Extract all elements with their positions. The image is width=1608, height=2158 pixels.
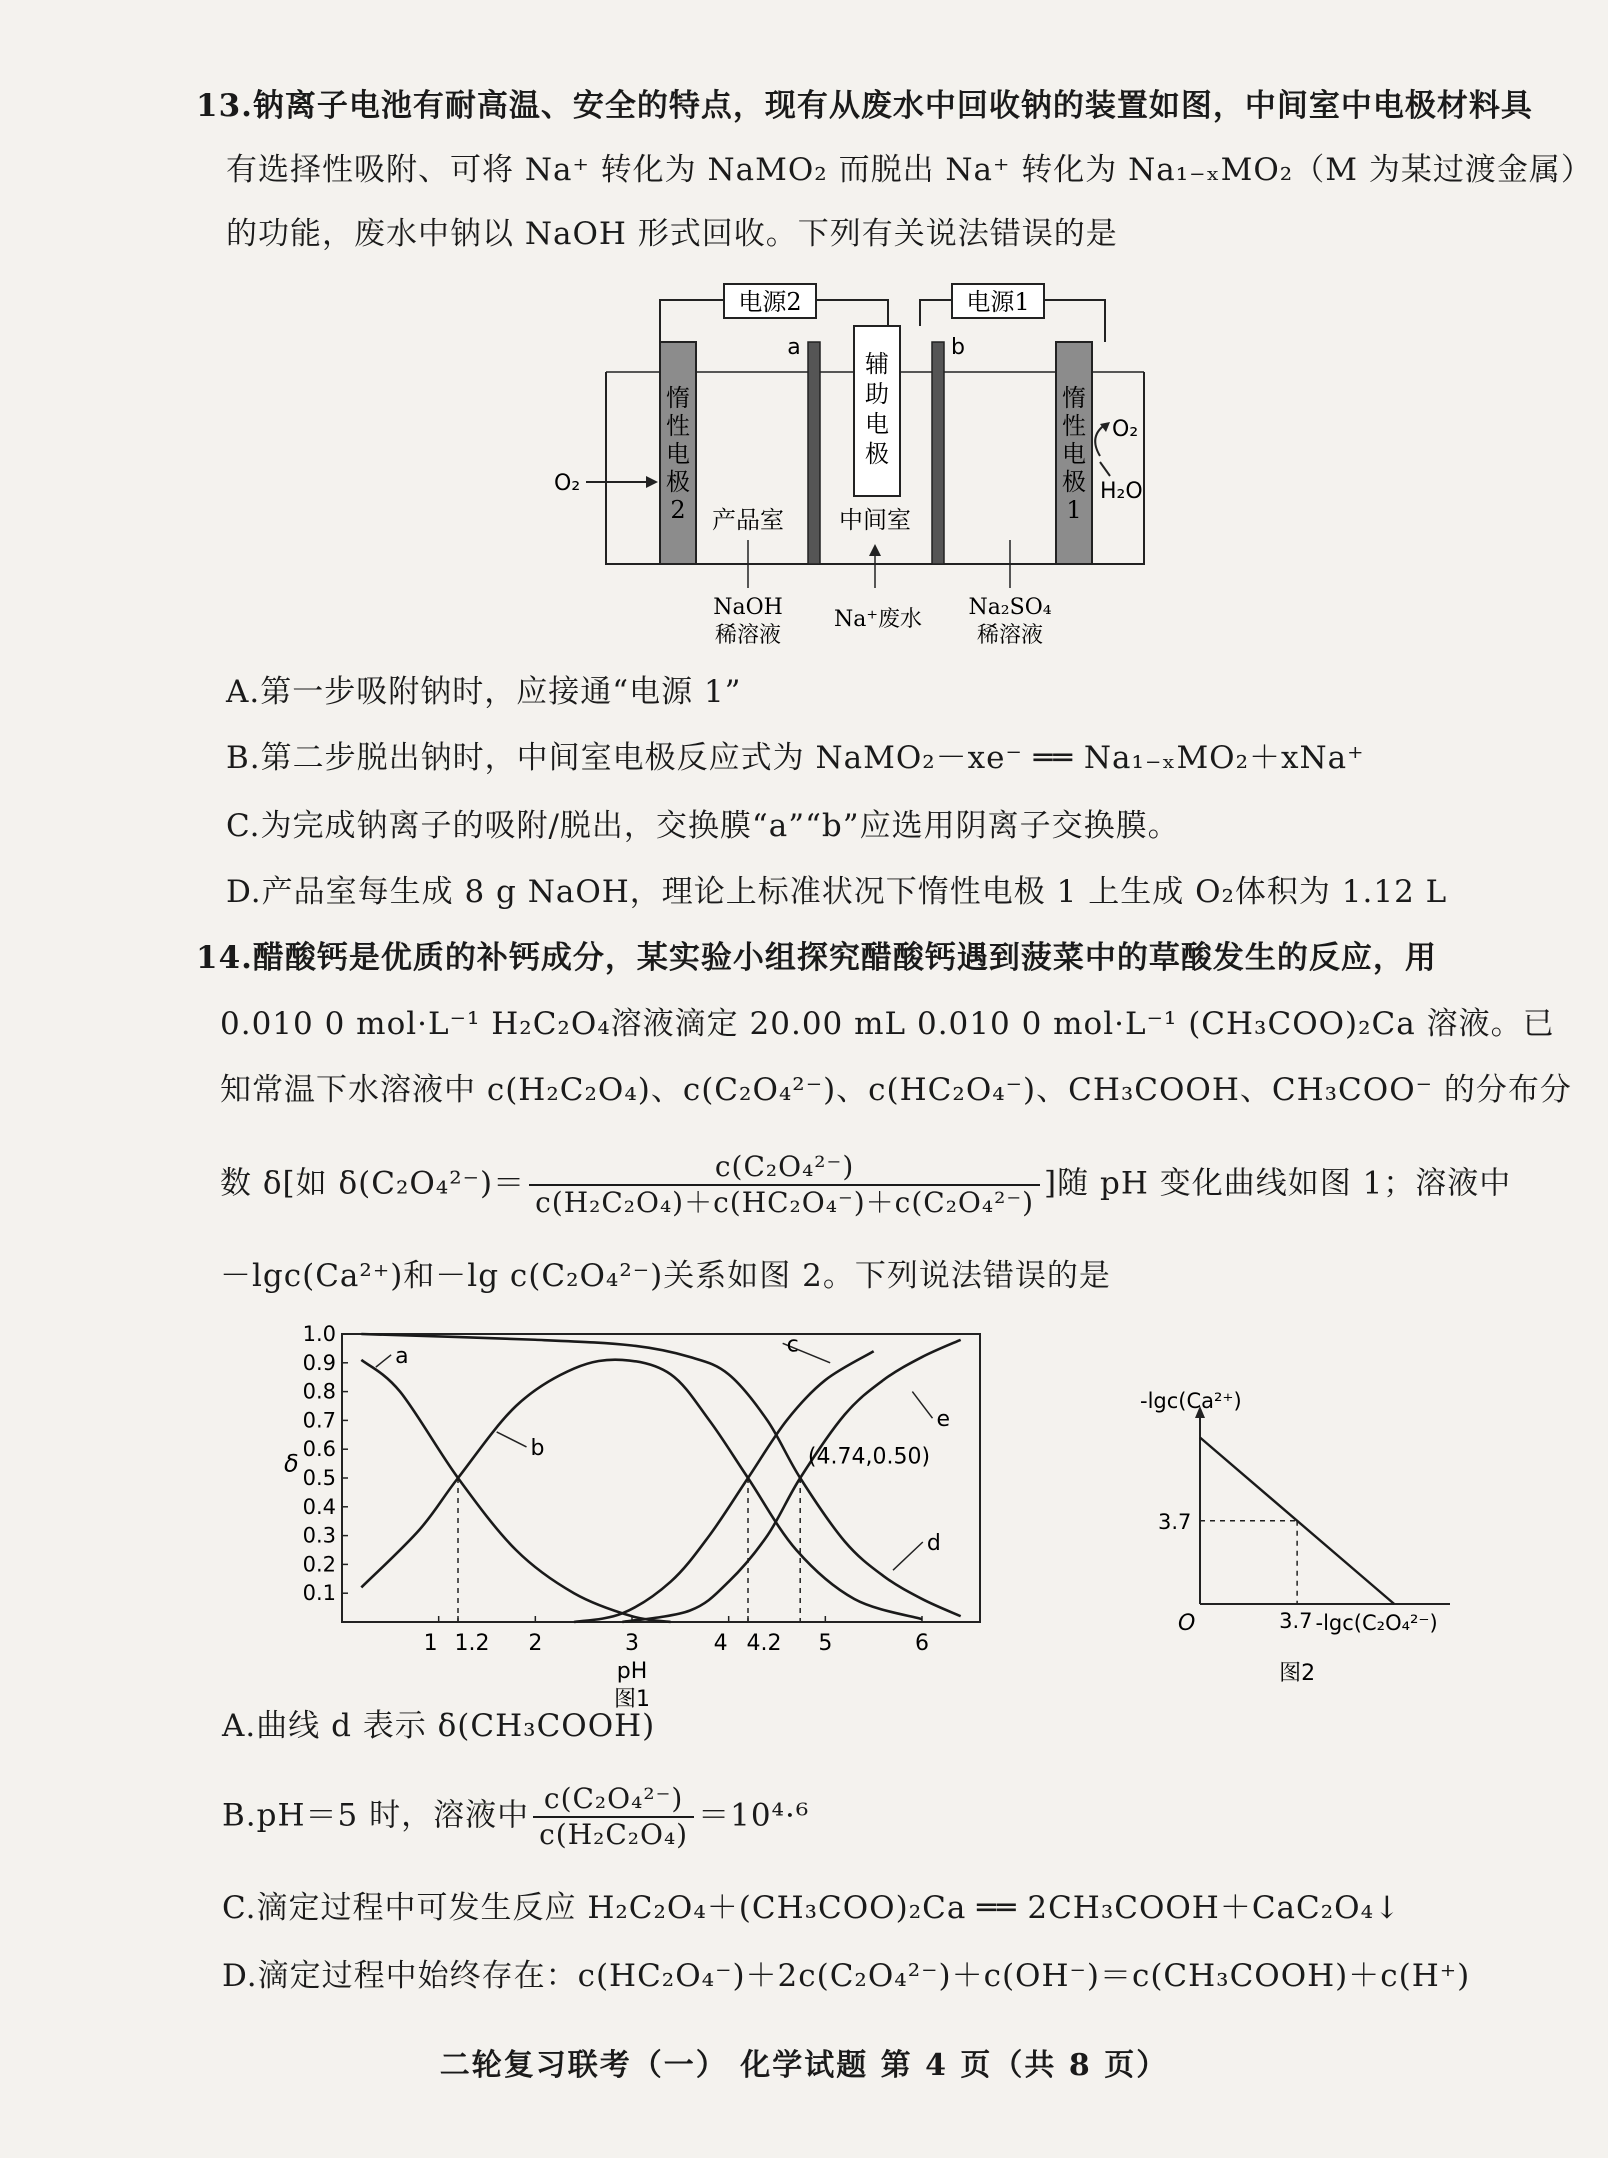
q14-line5: －lgc(Ca²⁺)和－lg c(C₂O₄²⁻)关系如图 2。下列说法错误的是 [220,1258,1111,1294]
fig1-ylabel: δ [284,1449,299,1478]
curve-label-d: d [926,1531,941,1556]
fig1-frame [342,1334,980,1622]
svg-text:性: 性 [1062,412,1086,440]
svg-text:电: 电 [865,410,889,438]
fig1-xtick-label: 3 [625,1631,639,1656]
page-footer: 二轮复习联考（一） 化学试题 第 4 页（共 8 页） [439,2048,1169,2083]
svg-text:电: 电 [1062,440,1086,468]
delta-fraction [529,1150,1040,1220]
q14-line1: 14.醋酸钙是优质的补钙成分，某实验小组探究醋酸钙遇到菠菜中的草酸发生的反应，用 [196,940,1437,976]
svg-text:惰: 惰 [666,384,690,412]
fig1-ytick-label: 1.0 [302,1322,336,1346]
fig1-ytick-label: 0.1 [302,1581,336,1606]
svg-text:性: 性 [666,412,690,440]
q14-option-b-post: ＝10⁴·⁶ [698,1797,810,1834]
q14-option-c: C.滴定过程中可发生反应 H₂C₂O₄＋(CH₃COO)₂Ca ══ 2CH₃COOH＋CaC₂O₄↓ [222,1890,1402,1926]
q14-option-d: D.滴定过程中始终存在：c(HC₂O₄⁻)＋2c(C₂O₄²⁻)＋c(OH⁻)＝c(CH₃COOH)＋c(H⁺) [222,1958,1471,1994]
curve-a [361,1360,670,1622]
q13-line1: 13.钠离子电池有耐高温、安全的特点，现有从废水中回收钠的装置如图，中间室中电极材料具 [196,88,1533,124]
curve-label-c: c [786,1332,799,1358]
fig1-xtick-label: 2 [528,1631,543,1656]
fig1-xtick-label: 1 [423,1631,438,1656]
curve-label-leader [893,1542,923,1570]
fig1-ytick-label: 0.3 [302,1523,336,1548]
o2-inlet-label: O₂ [554,471,581,496]
q13-option-a: A.第一步吸附钠时，应接通“电源 1” [226,674,742,710]
delta-fraction-numerator: c(C₂O₄²⁻) [529,1150,1040,1186]
ratio-fraction-denominator: c(H₂C₂O₄) [539,1818,689,1851]
svg-text:极: 极 [865,440,889,468]
curve-label-leader [497,1432,527,1447]
fig1-xtick-label: 4 [713,1631,728,1656]
curve-label-e: e [936,1407,951,1433]
svg-text:极: 极 [666,468,690,496]
svg-text:惰: 惰 [1062,384,1086,412]
na2so4-dilute-label: 稀溶液 [976,623,1044,648]
fig1-title: 图1 [614,1687,650,1712]
delta-fraction-denominator: c(H₂C₂O₄)＋c(HC₂O₄⁻)＋c(C₂O₄²⁻) [535,1186,1035,1219]
fig2-x-marker: 3.7 [1279,1609,1313,1633]
fig1-xtick-label: 6 [915,1631,929,1656]
q14-line2: 0.010 0 mol·L⁻¹ H₂C₂O₄溶液滴定 20.00 mL 0.010 0 mol·L⁻¹ (CH₃COO)₂Ca 溶液。已 [220,1006,1555,1042]
svg-text:辅: 辅 [865,350,889,378]
q14-line4-post: ]随 pH 变化曲线如图 1；溶液中 [1044,1165,1512,1202]
fig1-xlabel: pH [616,1659,648,1684]
h2o-label: H₂O [1100,479,1143,504]
power-source-2-label: 电源2 [738,288,802,316]
q14-line4 [220,1150,1511,1220]
membrane-b-label: b [951,335,965,360]
fig2-title: 图2 [1279,1661,1316,1686]
fig1-xtick-label: 1.2 [454,1631,490,1656]
curve-d [361,1334,960,1616]
na2so4-label: Na₂SO₄ [968,595,1052,620]
o2-outlet-label: O₂ [1112,417,1139,442]
svg-text:电: 电 [666,440,690,468]
product-room-label: 产品室 [712,506,784,534]
fig1-ytick-label: 0.8 [302,1379,336,1404]
fig1-ytick-label: 0.4 [302,1494,336,1519]
fig2-xlabel: -lgc(C₂O₄²⁻) [1315,1611,1438,1635]
ratio-fraction [533,1782,694,1852]
fig1-ytick-label: 0.6 [302,1437,336,1462]
fig1-xtick-label: 5 [818,1631,833,1656]
fig1-ytick-label: 0.5 [302,1466,336,1490]
power-source-1-label: 电源1 [966,288,1030,316]
fig1-annotation: (4.74,0.50) [807,1444,931,1470]
svg-text:1: 1 [1066,496,1082,524]
naoh-label: NaOH [713,595,783,620]
curve-label-leader [376,1355,391,1367]
q13-line2: 有选择性吸附、可将 Na⁺ 转化为 NaMO₂ 而脱出 Na⁺ 转化为 Na₁₋ₓMO₂（M 为某过渡金属） [226,152,1593,188]
svg-text:2: 2 [670,496,686,524]
fig2-ylabel: -lgc(Ca²⁺) [1140,1389,1242,1413]
q14-option-b-pre: B.pH＝5 时，溶液中 [222,1797,530,1834]
curve-label-leader [912,1392,932,1419]
svg-text:极: 极 [1062,468,1086,496]
naoh-dilute-label: 稀溶液 [714,623,782,648]
q14-option-b [222,1782,809,1852]
membrane-b [932,342,944,564]
q14-line3: 知常温下水溶液中 c(H₂C₂O₄)、c(C₂O₄²⁻)、c(HC₂O₄⁻)、CH₃COOH、CH₃COO⁻ 的分布分 [220,1072,1572,1108]
svg-text:助: 助 [865,380,889,408]
q13-option-d: D.产品室每生成 8 g NaOH，理论上标准状况下惰性电极 1 上生成 O₂体积为 1.12 L [226,874,1448,910]
membrane-a [808,342,820,564]
q14-option-a: A.曲线 d 表示 δ(CH₃COOH) [222,1708,656,1744]
curve-b [361,1360,922,1619]
electrolysis-diagram [540,276,1180,656]
middle-room-label: 中间室 [839,506,911,534]
fig1-ytick-label: 0.7 [302,1408,336,1433]
figure-1-chart [262,1318,1002,1712]
fig2-origin: O [1178,1611,1196,1636]
fig1-ytick-label: 0.2 [302,1552,336,1577]
q13-option-c: C.为完成钠离子的吸附/脱出，交换膜“a”“b”应选用阴离子交换膜。 [226,808,1180,844]
q14-line4-pre: 数 δ[如 δ(C₂O₄²⁻)＝ [220,1165,526,1202]
q13-line3: 的功能，废水中钠以 NaOH 形式回收。下列有关说法错误的是 [226,216,1118,252]
fig2-y-marker: 3.7 [1158,1509,1192,1534]
fig1-ytick-label: 0.9 [302,1350,336,1375]
q13-option-b: B.第二步脱出钠时，中间室电极反应式为 NaMO₂－xe⁻ ══ Na₁₋ₓMO₂＋xNa⁺ [226,740,1365,776]
ratio-fraction-numerator: c(C₂O₄²⁻) [533,1782,694,1818]
figure-2-chart [1130,1389,1470,1698]
curve-label-b: b [530,1435,545,1461]
fig1-xtick-label: 4.2 [746,1631,782,1656]
membrane-a-label: a [787,335,801,360]
curve-label-a: a [395,1343,409,1369]
wastewater-label: Na⁺废水 [834,607,922,632]
